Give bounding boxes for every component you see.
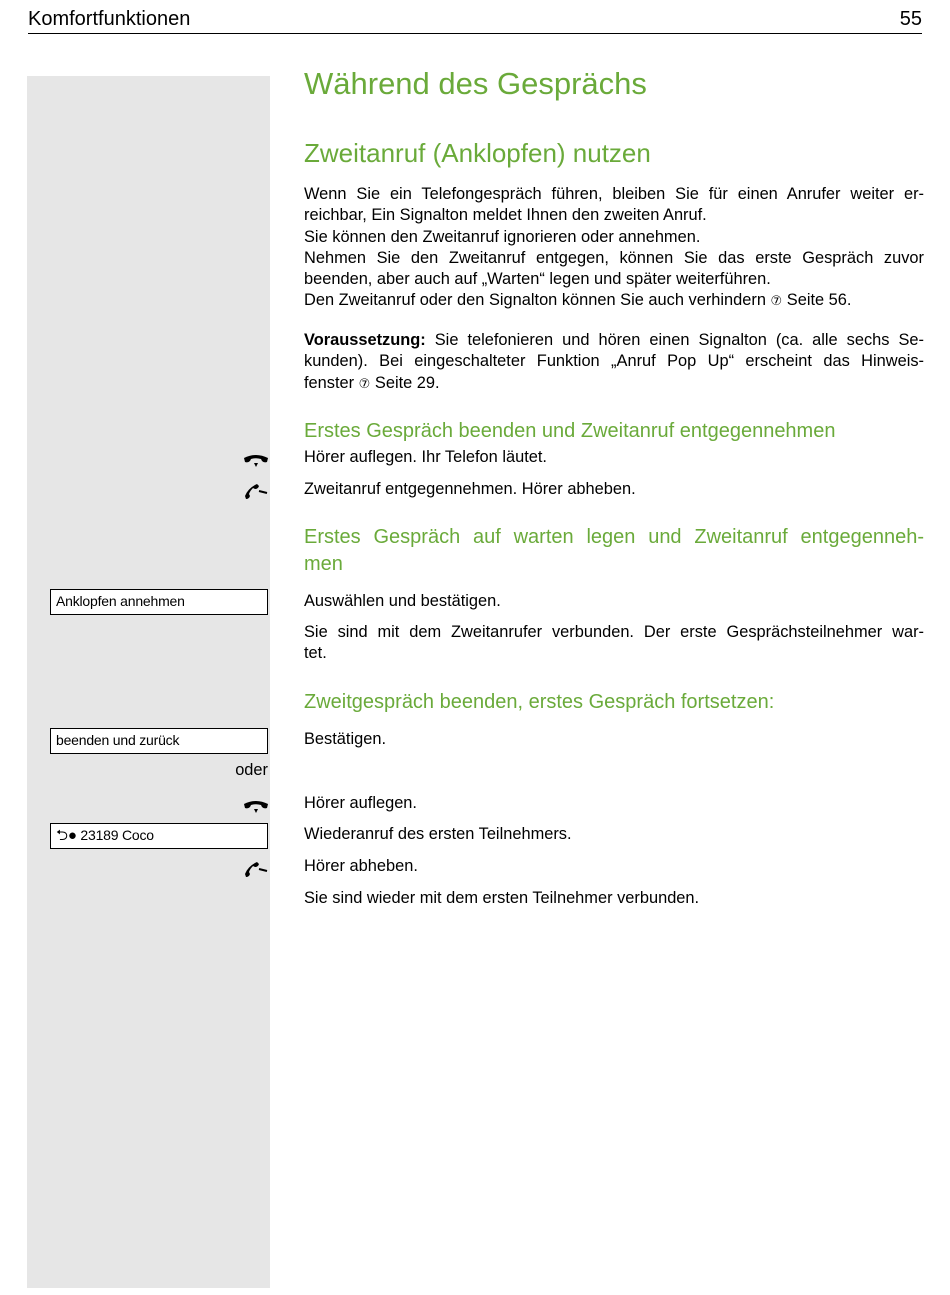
prereq-text: fenster [304, 373, 355, 392]
final-note: Sie sind wieder mit dem ersten Teilnehmer verbunden. [304, 889, 700, 907]
instruction-step: Hörer auflegen. Ihr Telefon läutet. [304, 448, 547, 466]
section-title: Zweitanruf (Anklopfen) nutzen [304, 138, 651, 168]
section-name: Komfortfunktionen [28, 8, 191, 30]
intro-line [304, 290, 924, 311]
intro-line: Sie können den Zweitanruf ignorieren oder annehmen. [304, 227, 701, 246]
instruction-step: Wiederanruf des ersten Teilnehmers. [304, 825, 572, 843]
prereq-line [304, 330, 924, 351]
intro-paragraph [304, 184, 924, 312]
handset-lift-icon [242, 482, 270, 500]
prereq-line: kunden). Bei eingeschalteter Funktion „Anruf Pop Up“ erscheint das Hinweis- [304, 352, 924, 371]
subsection-heading: Zweitgespräch beenden, erstes Gespräch fortsetzen: [304, 691, 775, 713]
page-title: Während des Gesprächs [304, 66, 647, 101]
prereq-text: Sie telefonieren und hören einen Signalton (ca. alle sechs Se- [434, 331, 924, 349]
instruction-step: Bestätigen. [304, 730, 387, 748]
cross-reference-icon: ⑦ [770, 293, 783, 309]
prereq-label: Voraussetzung: [304, 331, 426, 349]
heading-line: men [304, 553, 343, 575]
instruction-step: Hörer auflegen. [304, 794, 417, 812]
instruction-step: Zweitanruf entgegennehmen. Hörer abheben. [304, 480, 636, 498]
display-entry-recall[interactable] [50, 823, 268, 849]
recall-symbols: ⮌● [56, 827, 77, 844]
alternative-label: oder [235, 761, 268, 779]
subsection-heading: Erstes Gespräch beenden und Zweitanruf entgegennehmen [304, 420, 836, 442]
prerequisite-paragraph [304, 330, 924, 394]
sidebar-column [27, 76, 270, 1288]
cross-reference-icon: ⑦ [358, 375, 371, 391]
handset-hangup-icon [242, 798, 270, 816]
instruction-step: Auswählen und bestätigen. [304, 592, 501, 610]
handset-hangup-icon [242, 452, 270, 470]
menu-item-anklopfen-annehmen[interactable]: Anklopfen annehmen [50, 589, 268, 615]
menu-item-beenden-und-zurueck[interactable]: beenden und zurück [50, 728, 268, 754]
page-header [28, 6, 922, 34]
page-number: 55 [899, 8, 922, 30]
intro-line: reichbar, Ein Signalton meldet Ihnen den zweiten Anruf. [304, 206, 707, 225]
result-note [304, 622, 924, 665]
subsection-heading [304, 524, 924, 578]
cross-reference-link[interactable]: Seite 29. [374, 373, 440, 392]
prereq-line [304, 373, 924, 394]
intro-line: beenden, aber auch auf „Warten“ legen und später weiterführen. [304, 270, 771, 289]
note-line: Sie sind mit dem Zweitanrufer verbunden. Der erste Gesprächsteilnehmer war- [304, 623, 924, 641]
instruction-step: Hörer abheben. [304, 857, 418, 875]
handset-lift-icon [242, 860, 270, 878]
display-entry-label: 23189 Coco [80, 827, 154, 843]
intro-line: Nehmen Sie den Zweitanruf entgegen, können Sie das erste Gespräch zuvor [304, 248, 924, 267]
note-line: tet. [304, 644, 327, 663]
heading-line: Erstes Gespräch auf warten legen und Zweitanruf entgegenneh- [304, 526, 924, 548]
cross-reference-link[interactable]: Seite 56. [786, 291, 852, 310]
intro-line-text: Den Zweitanruf oder den Signalton können Sie auch verhindern [304, 291, 766, 310]
intro-line: Wenn Sie ein Telefongespräch führen, bleiben Sie für einen Anrufer weiter er- [304, 185, 924, 203]
